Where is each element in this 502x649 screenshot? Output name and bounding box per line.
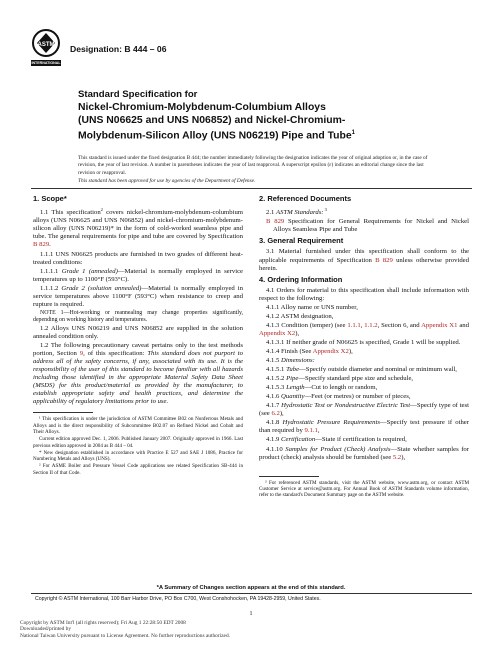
left-column xyxy=(33,192,243,477)
para-1-3 xyxy=(33,342,243,406)
footnote-divider-right xyxy=(259,476,319,477)
para-1-1 xyxy=(33,206,243,249)
quantity-label: Quantity xyxy=(281,393,305,401)
para-4-1: 4.1 Orders for material to this specification shall include information with respect to the following: xyxy=(259,286,469,302)
grade-1-label: Grade 1 (annealed) xyxy=(61,267,118,275)
section-2-heading: 2. Referenced Documents xyxy=(259,194,352,203)
para-4-1-5-1-num: 4.1.5.1 xyxy=(266,366,287,374)
footer-divider xyxy=(31,593,472,594)
para-4-1-5-1 xyxy=(259,366,469,374)
note-1: NOTE 1—Hot-working or reannealing may change properties significantly, depending on working history and temperatures. xyxy=(33,309,243,323)
para-4-1-9-num: 4.1.9 xyxy=(266,436,282,444)
certification-label: Certification xyxy=(281,436,316,444)
para-4-1-10-text: —State whether samples for product (check) analysis should be furnished (see xyxy=(259,445,469,461)
para-4-1-10 xyxy=(259,446,469,462)
para-4-1-3 xyxy=(259,322,469,338)
section-4-heading: 4. Ordering Information xyxy=(259,274,343,284)
title-prefix: Standard Specification for xyxy=(78,89,198,100)
safety-caveat: This standard does not purport to address all of the safety concerns, if any, associated with its use. It is the responsibility of the user of this standard to become familiar with all hazards including those identified in the appropriate Material Safety Data Sheet (MSDS) for this product/material as provided by the manufacturer, to establish appropriate safety and health practices, and determine the applicability of regulatory limitations prior to use. xyxy=(33,349,243,406)
para-4-1-1: 4.1.1 Alloy name or UNS number, xyxy=(266,303,358,311)
para-4-1-8-end: , xyxy=(317,427,320,435)
para-2-1 xyxy=(259,206,469,217)
footnote-divider xyxy=(33,412,93,413)
link-section-9[interactable]: 9 xyxy=(79,349,84,357)
grade-2-label: Grade 2 (solution annealed) xyxy=(61,284,142,292)
dod-approval-note: This standard has been approved for use by agencies of the Department of Defense. xyxy=(78,178,256,184)
dimensions-label: Dimensions: xyxy=(281,357,315,365)
samples-label: Samples for Product (Check) Analysis xyxy=(285,445,391,453)
para-4-1-7-end: ), xyxy=(279,410,284,418)
para-4-1-5-3 xyxy=(259,384,469,392)
para-4-1-10-num: 4.1.10 xyxy=(266,445,286,453)
para-4-1-9 xyxy=(259,436,469,444)
para-4-1-6-text: —Feet (or metres) or number of pieces, xyxy=(304,393,411,401)
para-4-1-3-a: 4.1.3 Condition (temper) (see xyxy=(266,321,348,329)
pipe-label: Pipe xyxy=(286,375,299,383)
para-1-3-a: 1.2 The following precautionary caveat pertains only to the test methods portion, Section xyxy=(33,341,243,357)
para-4-1-3-1: 4.1.3.1 If neither grade of N06625 is specified, Grade 1 will be supplied. xyxy=(266,338,461,346)
link-b829-section-3[interactable]: B 829 xyxy=(375,256,393,264)
download-stamp-line-3: National Taiwan University pursuant to License Agreement. No further reproductions authorized. xyxy=(20,632,230,639)
para-1-2: 1.2 Alloys UNS N06219 and UNS N06852 are supplied in the solution annealed condition only. xyxy=(33,324,243,340)
para-4-1-7 xyxy=(259,402,469,418)
title-line-2: (UNS N06625 and UNS N06852) and Nickel-Chromium- xyxy=(78,115,346,126)
para-3-1 xyxy=(259,248,469,272)
ref-b829-title: Specification for General Requirements for Nickel and Nickel Alloys Seamless Pipe and Tube xyxy=(273,218,469,234)
para-4-1-4-b: ), xyxy=(348,347,353,355)
para-4-1-5-3-num: 4.1.5.3 xyxy=(266,384,287,392)
para-1-1-1: 1.1.1 UNS N06625 products are furnished in two grades of different heat-treated conditions: xyxy=(33,250,243,266)
page-number: 1 xyxy=(249,611,253,617)
hydrostatic-test-label: Hydrostatic Test or Nondestructive Electric Test xyxy=(281,402,411,410)
footnote-1: ¹ This specification is under the jurisdiction of ASTM Committee B02 on Nonferrous Metals and Alloys and is the direct responsibility of Subcommittee B02.07 on Refined Nickel and Cobalt and Their Alloys. xyxy=(33,416,243,435)
para-4-1-3-e: ), xyxy=(295,329,300,337)
link-appendix-x2[interactable]: Appendix X2 xyxy=(259,329,296,337)
para-1-1-1-1-num: 1.1.1.1 xyxy=(40,267,62,275)
para-4-1-6 xyxy=(259,393,469,401)
para-4-1-5-1-text: —Specify outside diameter and nominal or minimum wall, xyxy=(299,366,457,374)
section-1-heading: 1. Scope* xyxy=(33,194,67,203)
para-1-1-1-1 xyxy=(33,268,243,284)
header-divider xyxy=(31,188,472,189)
astm-logo xyxy=(31,28,61,72)
para-4-1-8-text: —Specify test pressure if other than required by xyxy=(259,419,469,435)
footnote-uns: * New designation established in accordance with Practice E 527 and SAE J 1086, Practice for Numbering Metals and Alloys (UNS). xyxy=(33,449,243,463)
footnote-2-mark: 2 xyxy=(100,207,103,213)
para-4-1-7-num: 4.1.7 xyxy=(266,402,282,410)
para-1-1-1-1-text: —Material is normally employed in service temperatures up to 1100°F (593°C). xyxy=(33,267,243,283)
link-ref-b829[interactable]: B 829 xyxy=(266,218,285,226)
title-line-3-text: Molybdenum-Silicon Alloy (UNS N06219) Pipe and Tube xyxy=(78,130,352,142)
para-4-1-10-end: ), xyxy=(401,453,406,461)
para-4-1-5-3-text: —Cut to length or random, xyxy=(304,384,378,392)
para-4-1-5-2-text: —Specify standard pipe size and schedule, xyxy=(298,375,414,383)
para-4-1-6-num: 4.1.6 xyxy=(266,393,282,401)
download-stamp xyxy=(20,620,230,639)
para-1-1-1-2 xyxy=(33,285,243,309)
para-4-1-4-a: 4.1.4 Finish (See xyxy=(266,347,313,355)
right-column xyxy=(259,192,469,499)
footnote-2: ² For ASME Boiler and Pressure Vessel Code applications see related Specification SB-444 in Section II of that Code. xyxy=(33,463,243,476)
link-5-2[interactable]: 5.2 xyxy=(392,453,402,461)
footnote-1-edition: Current edition approved Dec. 1, 2006. Published January 2007. Originally approved in 1966. Last previous edition approved in 2004 as B 444 – 04. xyxy=(33,436,243,449)
tube-label: Tube xyxy=(286,366,300,374)
summary-of-changes-note: *A Summary of Changes section appears at the end of this standard. xyxy=(156,585,346,591)
length-label: Length xyxy=(286,384,305,392)
para-3-1-a: 3.1 Material furnished under this specification shall conform to the applicable requirements of Specification xyxy=(259,248,469,264)
link-appendix-x2-finish[interactable]: Appendix X2 xyxy=(312,347,349,355)
section-3-heading: 3. General Requirement xyxy=(259,236,344,246)
para-4-1-8 xyxy=(259,419,469,435)
link-1-1-1[interactable]: 1.1.1 xyxy=(347,321,361,329)
download-stamp-line-2: Downloaded/printed by xyxy=(20,626,72,633)
para-4-1-2: 4.1.2 ASTM designation, xyxy=(266,312,334,320)
para-1-1-1-2-num: 1.1.1.2 xyxy=(40,284,62,292)
link-6-2[interactable]: 6.2 xyxy=(271,410,280,418)
para-3-1-b: unless otherwise provided herein. xyxy=(259,256,469,272)
download-stamp-line-1: Copyright by ASTM Int'l (all rights reserved); Fri Aug 1 22:28:50 EDT 2008 xyxy=(20,620,186,626)
astm-standards-label: ASTM Standards: xyxy=(276,209,324,217)
title-line-3 xyxy=(78,127,458,142)
para-4-1-4 xyxy=(259,348,469,356)
link-1-1-2[interactable]: 1.1.2 xyxy=(364,321,378,329)
ref-b829 xyxy=(266,218,469,234)
para-1-1-c: . xyxy=(49,241,51,249)
logo-caption: INTERNATIONAL xyxy=(31,61,61,65)
title-footnote-mark: 1 xyxy=(351,130,356,136)
para-1-1-a: 1.1 This specification xyxy=(40,209,101,217)
footnote-3-mark: 3 xyxy=(323,207,327,213)
para-1-1-1-2-text: —Material is normally employed in service temperatures above 1100°F (593°C) when resistance to creep and rupture is required. xyxy=(33,284,243,308)
svg-text:ASTM: ASTM xyxy=(37,42,55,48)
para-1-3-b: , of this specification: xyxy=(83,349,148,357)
pressure-requirements-label: Hydrostatic Pressure Requirements xyxy=(282,419,380,427)
para-1-1-b: covers nickel-chromium-molybdenum-columbium alloys (UNS N06625 and UNS N06852) and nickel-chromium-molybdenum-silicon alloy (UNS N06219)* in the form of cold-worked seamless pipe and tube. The general requirements for pipe and tube are covered by Specification xyxy=(33,209,244,241)
link-b829[interactable]: B 829 xyxy=(33,241,50,249)
para-4-1-5-2 xyxy=(259,375,469,383)
link-appendix-x1[interactable]: Appendix X1 xyxy=(421,321,458,329)
para-4-1-8-num: 4.1.8 xyxy=(266,419,283,427)
title-line-1: Nickel-Chromium-Molybdenum-Columbium Alloys xyxy=(78,102,326,113)
para-4-1-5-2-num: 4.1.5.2 xyxy=(266,375,287,383)
designation: Designation: B 444 – 06 xyxy=(70,44,167,54)
para-4-1-3-d: and xyxy=(457,321,469,329)
standard-issue-note: This standard is issued under the fixed designation B 444; the number immediately following the designation indicates the year of original adoption or, in the case of revision, the year of last revision. A number in parentheses indicates the year of last reapproval. A superscript epsilon (ε) indicates an editorial change since the last revision or reapproval. xyxy=(78,155,428,176)
para-4-1-5 xyxy=(259,357,469,365)
document-title xyxy=(78,88,458,142)
link-9-1-1[interactable]: 9.1.1 xyxy=(304,427,318,435)
para-4-1-3-c: , Section 6, and xyxy=(377,321,422,329)
footnote-3: ³ For referenced ASTM standards, visit the ASTM website, www.astm.org, or contact ASTM Customer Service at service@astm.org. For Annual Book of ASTM Standards volume information, refer to the standard's Document Summary page on the ASTM website. xyxy=(259,479,469,499)
para-2-1-num: 2.1 xyxy=(266,209,277,217)
copyright-notice: Copyright © ASTM International, 100 Barr Harbor Drive, PO Box C700, West Conshohocken, PA 19428-2959, United States. xyxy=(35,596,321,602)
para-4-1-7-text: —Specify type of test (see xyxy=(259,402,469,418)
para-4-1-3-b: , xyxy=(360,321,365,329)
para-4-1-9-text: —State if certification is required, xyxy=(315,436,407,444)
para-4-1-5-num: 4.1.5 xyxy=(266,357,282,365)
